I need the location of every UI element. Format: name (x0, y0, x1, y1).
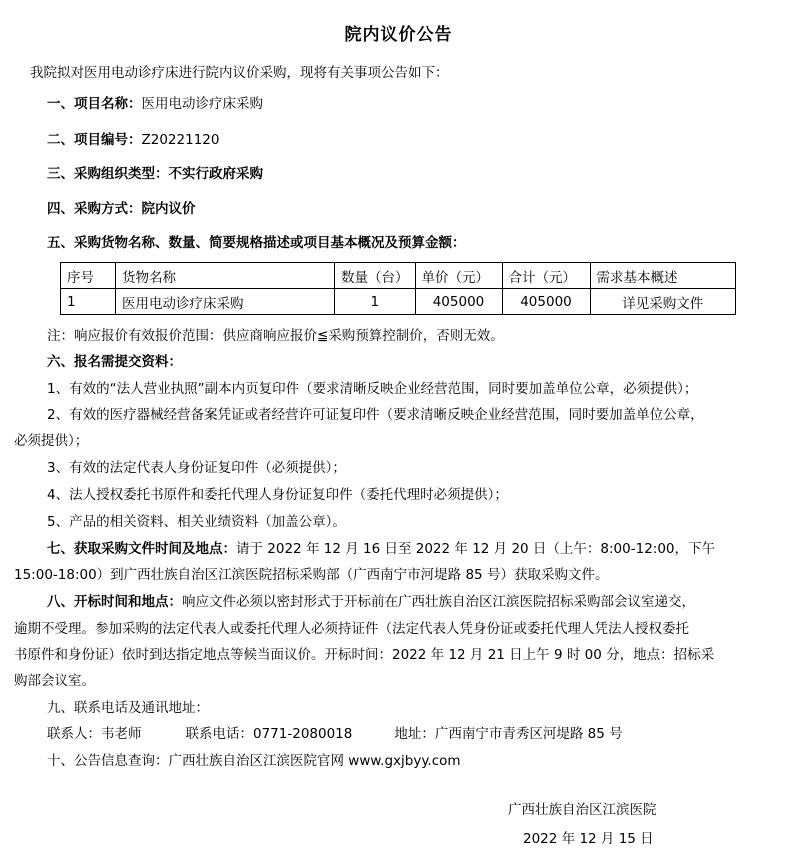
requirement-item-continued: 必须提供）； (14, 433, 89, 449)
goods-table (60, 262, 736, 315)
table-cell: 详见采购文件 (590, 289, 736, 315)
obtain-documents-text-continued: 15:00-18:00）到广西壮族自治区江滨医院招标采购部（广西南宁市河堤路 85 号）获取采购文件。 (14, 567, 609, 583)
contact-address: 地址：广西南宁市青秀区河堤路 85 号 (394, 726, 623, 742)
table-cell: 405000 (502, 289, 590, 315)
contact-phone: 联系电话：0771-2080018 (185, 726, 353, 742)
header-cell: 货物名称 (116, 263, 335, 289)
table-row (61, 289, 736, 315)
header-cell: 需求基本概述 (590, 263, 736, 289)
contact-person: 联系人：韦老师 (47, 726, 142, 742)
section-goods-heading: 五、采购货物名称、数量、简要规格描述或项目基本概况及预算金额： (47, 235, 466, 251)
header-cell: 单价（元） (415, 263, 502, 289)
requirement-item: 3、有效的法定代表人身份证复印件（必须提供）； (47, 460, 346, 476)
requirement-item: 5、产品的相关资料、相关业绩资料（加盖公章）。 (47, 514, 346, 530)
section-contact: 九、联系电话及通讯地址： (47, 700, 209, 716)
section-label: 一、项目名称： (47, 96, 142, 112)
requirement-item: 4、法人授权委托书原件和委托代理人身份证复印件（委托代理时必须提供）； (47, 487, 508, 503)
organization-type-value: 不实行政府采购 (168, 166, 263, 182)
page-title: 院内议价公告 (344, 25, 453, 45)
contact-details (47, 725, 623, 743)
signature-date: 2022 年 12 月 15 日 (523, 831, 654, 847)
section-label: 二、项目编号： (47, 132, 142, 148)
section-label: 三、采购组织类型： (47, 166, 169, 182)
table-header-row (61, 263, 736, 289)
bid-opening-text-continued: 购部会议室。 (14, 673, 95, 689)
procurement-method-value: 院内议价 (141, 201, 196, 217)
section-bid-opening (47, 593, 695, 611)
bid-opening-text-continued: 逾期不受理。参加采购的法定代表人或委托代理人必须持证件（法定代表人凭身份证或委托代理人凭法人授权委托 (14, 621, 689, 637)
obtain-documents-text: 请于 2022 年 12 月 16 日至 2022 年 12 月 20 日（上午：8:00-12:00，下午 (236, 541, 716, 557)
section-info-query: 十、公告信息查询：广西壮族自治区江滨医院官网 www.gxjbyy.com (47, 753, 461, 769)
bid-opening-text: 响应文件必须以密封形式于开标前在广西壮族自治区江滨医院招标采购部会议室递交， (182, 594, 695, 610)
requirement-item: 2、有效的医疗器械经营备案凭证或者经营许可证复印件（要求清晰反映企业经营范围，同时要加盖单位公章， (47, 407, 704, 423)
table-cell: 405000 (415, 289, 502, 315)
table-cell: 医用电动诊疗床采购 (116, 289, 335, 315)
section-registration-docs: 六、报名需提交资料： (47, 354, 182, 370)
section-project-name (47, 95, 263, 113)
table-cell: 1 (61, 289, 116, 315)
section-obtain-documents (47, 540, 715, 558)
requirement-item: 1、有效的“法人营业执照”副本内页复印件（要求清晰反映企业经营范围，同时要加盖单位公章，必须提供）； (47, 381, 698, 397)
project-name-value: 医用电动诊疗床采购 (141, 96, 263, 112)
intro-paragraph: 我院拟对医用电动诊疗床进行院内议价采购，现将有关事项公告如下： (30, 65, 449, 81)
section-organization-type (47, 165, 263, 183)
section-label: 七、获取采购文件时间及地点： (47, 541, 236, 557)
bid-opening-text-continued: 书原件和身份证）依时到达指定地点等候当面议价。开标时间：2022 年 12 月 21 日上午 9 时 00 分，地点：招标采 (14, 647, 715, 663)
section-project-number (47, 131, 219, 149)
header-cell: 合计（元） (502, 263, 590, 289)
section-label: 八、开标时间和地点： (47, 594, 182, 610)
header-cell: 序号 (61, 263, 116, 289)
header-cell: 数量（台） (335, 263, 416, 289)
price-note: 注：响应报价有效报价范围：供应商响应报价≦采购预算控制价，否则无效。 (47, 328, 504, 344)
section-procurement-method (47, 200, 196, 218)
project-number-value: Z20221120 (141, 132, 220, 148)
table-cell: 1 (335, 289, 416, 315)
signature-organization: 广西壮族自治区江滨医院 (508, 802, 657, 818)
section-label: 四、采购方式： (47, 201, 142, 217)
